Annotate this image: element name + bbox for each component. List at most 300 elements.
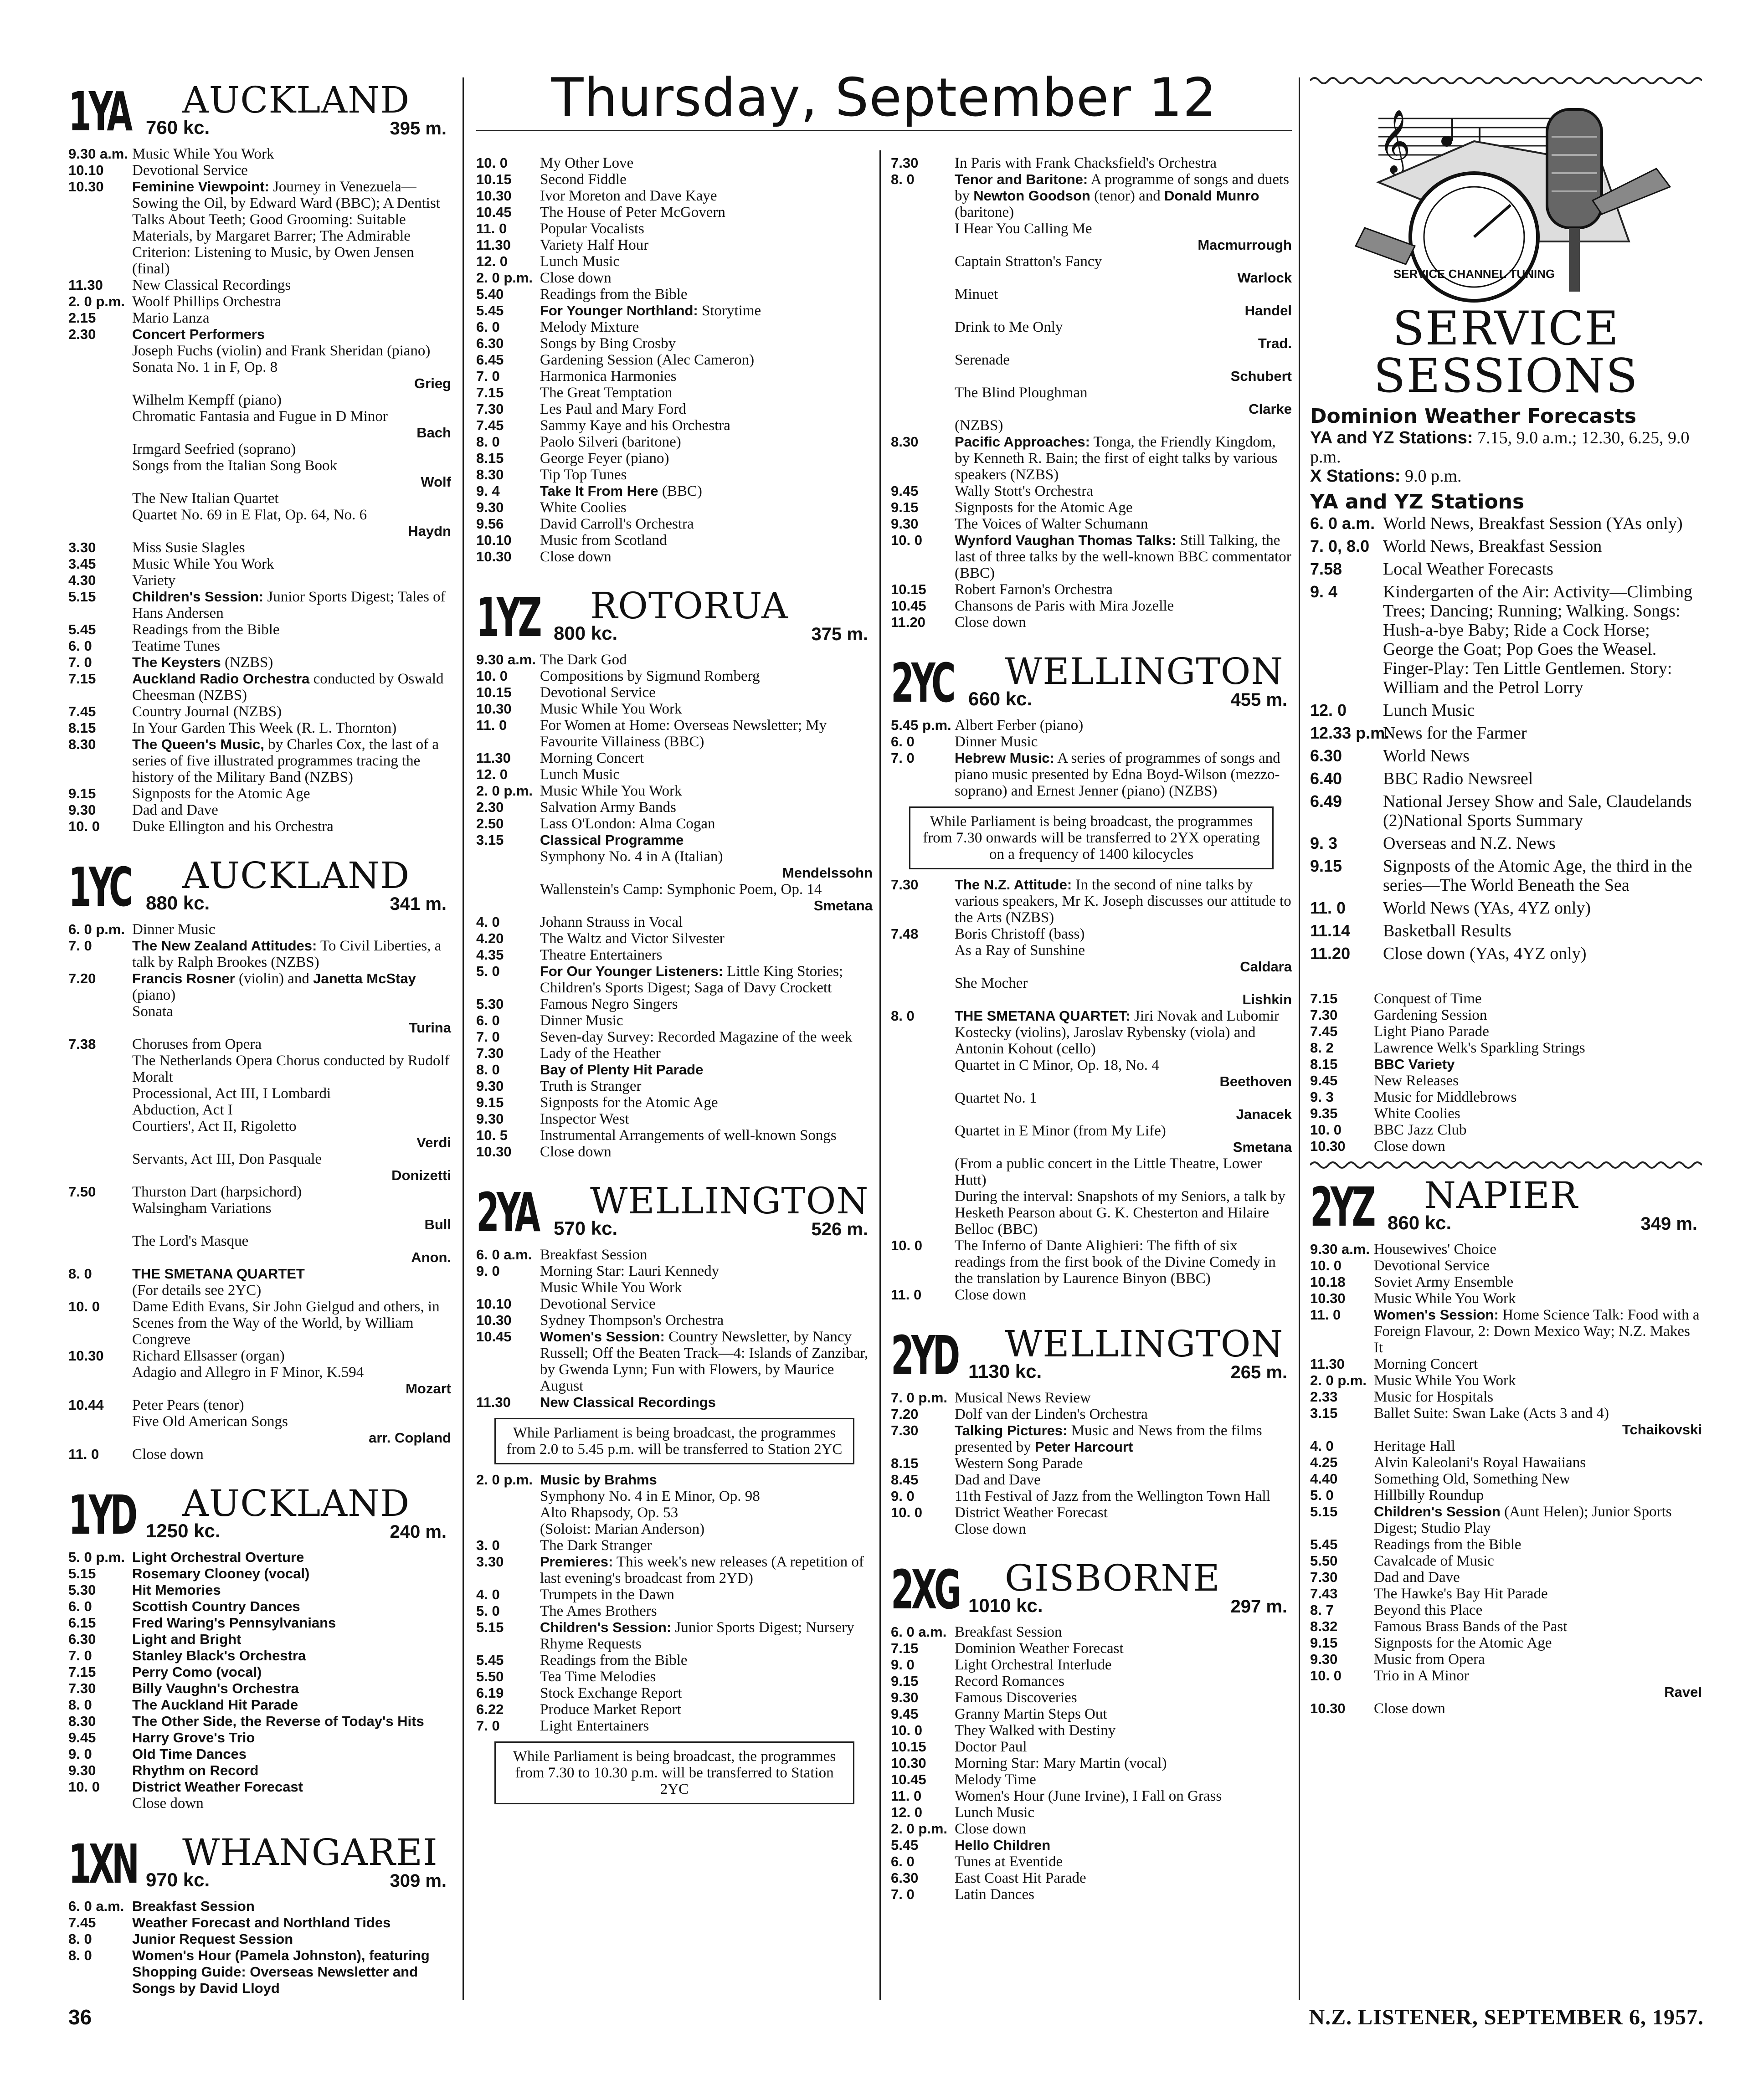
programme-entry xyxy=(476,1127,873,1144)
programme-text: Lunch Music xyxy=(540,253,620,270)
programme-time: 10.15 xyxy=(891,1739,926,1755)
programme-entry xyxy=(476,352,873,368)
programme-text: The Hawke's Bay Hit Parade xyxy=(1374,1586,1548,1602)
programme-entry xyxy=(891,1771,1292,1788)
programme-time: 4. 0 xyxy=(476,1587,500,1602)
programme-time: 7.30 xyxy=(1310,1569,1338,1585)
programme-entry xyxy=(891,532,1292,581)
programme-time: 9.30 xyxy=(476,499,504,515)
publication-line: N.Z. LISTENER, SEPTEMBER 6, 1957. xyxy=(1309,2005,1704,2029)
programme-time: 9. 4 xyxy=(476,483,500,499)
programme-entry xyxy=(476,1263,873,1296)
detail-text: Alto Rhapsody, Op. 53 xyxy=(540,1504,678,1521)
page-title: Thursday, September 12 xyxy=(551,67,1217,128)
programme-entry xyxy=(891,1689,1292,1706)
programme-time: 10. 5 xyxy=(476,1127,508,1143)
programme-text: White Coolies xyxy=(540,499,627,516)
programme-entry xyxy=(891,581,1292,598)
programme-entry xyxy=(1310,792,1702,830)
programme-time: 8.15 xyxy=(476,450,504,466)
programme-entry xyxy=(891,1673,1292,1689)
programme-time: 10.15 xyxy=(476,684,512,700)
programme-text: The Dark God xyxy=(540,652,627,668)
composer-name: Macmurrough xyxy=(1198,237,1292,253)
station-frequency: 1130 kc. xyxy=(968,1361,1042,1382)
programme-entry xyxy=(476,286,873,303)
programme-text: Salvation Army Bands xyxy=(540,799,676,816)
programme-time: 6. 0 xyxy=(891,1854,915,1869)
programme-time: 8. 0 xyxy=(476,1062,500,1078)
programme-detail-line xyxy=(955,1090,1292,1123)
programme-entry xyxy=(68,293,451,310)
programme-time: 8. 0 xyxy=(68,1931,92,1947)
programme-text: Paolo Silveri (baritone) xyxy=(540,434,681,450)
programme-time: 2. 0 p.m. xyxy=(476,1472,533,1488)
programme-text: World News (YAs, 4YZ only) xyxy=(1383,899,1591,918)
programme-title-bold: Women's Session: xyxy=(1374,1307,1499,1323)
programme-time: 8. 0 xyxy=(476,434,500,450)
programme-entry xyxy=(476,1062,873,1078)
programme-time: 8.30 xyxy=(68,736,96,752)
programme-time: 8. 2 xyxy=(1310,1040,1334,1056)
programme-time: 10.15 xyxy=(891,581,926,597)
programme-text: Seven-day Survey: Recorded Magazine of the week xyxy=(540,1029,853,1045)
station-1xn xyxy=(68,1830,451,1997)
programme-time: 6. 0 xyxy=(476,1012,500,1028)
programme-title-bold: Light and Bright xyxy=(132,1631,242,1647)
station-header xyxy=(68,853,451,921)
programme-text: Morning Star: Mary Martin (vocal) xyxy=(955,1755,1167,1771)
programme-time: 6.15 xyxy=(68,1615,96,1631)
microphone-dial-icon xyxy=(1310,91,1702,305)
programme-time: 9.56 xyxy=(476,516,504,532)
programme-time: 9.30 xyxy=(68,1762,96,1778)
programme-entry xyxy=(476,1472,873,1537)
programme-time: 11.30 xyxy=(476,237,511,253)
programme-time: 10.30 xyxy=(476,701,512,717)
programme-entry xyxy=(891,1455,1292,1472)
detail-text: Symphony No. 4 in A (Italian) xyxy=(540,848,723,865)
programme-text: Readings from the Bible xyxy=(132,621,280,638)
programme-entry xyxy=(476,947,873,963)
programme-entry xyxy=(1310,701,1702,720)
programme-text: Produce Market Report xyxy=(540,1701,681,1718)
programme-text: Lady of the Heather xyxy=(540,1045,661,1062)
forecast-heading: Dominion Weather Forecasts xyxy=(1310,405,1636,428)
programme-title-bold: For Our Younger Listeners: xyxy=(540,963,723,979)
programme-time: 6. 0 a.m. xyxy=(476,1247,532,1263)
composer-name: Wolf xyxy=(421,474,451,490)
programme-text: Breakfast Session xyxy=(540,1247,648,1263)
programme-text: Famous Negro Singers xyxy=(540,996,678,1012)
station-2yd xyxy=(891,1321,1292,1537)
programme-time: 10.30 xyxy=(476,1312,512,1328)
programme-time: 7.20 xyxy=(891,1406,919,1422)
programme-entry xyxy=(891,1870,1292,1886)
programme-text: Close down (YAs, 4YZ only) xyxy=(1383,944,1587,963)
programme-time: 9. 4 xyxy=(1310,582,1338,601)
programme-time: 12. 0 xyxy=(476,253,508,269)
programme-detail-line xyxy=(132,1151,451,1184)
programme-entry xyxy=(476,1296,873,1312)
programme-entry xyxy=(1310,582,1702,697)
detail-text: Abduction, Act I xyxy=(132,1102,233,1118)
programme-time: 5. 0 xyxy=(1310,1487,1334,1503)
programme-time: 4.20 xyxy=(476,930,504,946)
programme-time: 6.22 xyxy=(476,1701,504,1717)
programme-entry xyxy=(1310,1389,1702,1405)
programme-time: 10.44 xyxy=(68,1397,104,1413)
programme-entry xyxy=(476,155,873,171)
programme-title-bold: Music by Brahms xyxy=(540,1472,657,1488)
programme-detail-line xyxy=(132,1233,451,1266)
programme-entry xyxy=(476,1312,873,1329)
programme-text: conducted by Oswald Cheesman (NZBS) xyxy=(132,671,444,703)
programme-time: 9.30 xyxy=(891,516,919,532)
programme-time: 5.15 xyxy=(68,1566,96,1581)
programme-entry xyxy=(476,1554,873,1587)
programme-text: Lunch Music xyxy=(1383,701,1475,720)
detail-text: Walsingham Variations xyxy=(132,1200,272,1217)
programme-text: Music for Hospitals xyxy=(1374,1389,1494,1405)
programme-text: In Your Garden This Week (R. L. Thornton) xyxy=(132,720,397,736)
programme-entry xyxy=(1310,1405,1702,1438)
programme-entry xyxy=(891,1237,1292,1287)
programme-time: 10. 0 xyxy=(68,818,100,834)
programme-entry xyxy=(476,832,873,914)
programme-title-bold: Junior Request Session xyxy=(132,1931,293,1947)
programme-entry xyxy=(891,155,1292,171)
programme-time: 9. 3 xyxy=(1310,1089,1334,1105)
programme-entry xyxy=(1310,1487,1702,1504)
programme-entry xyxy=(68,638,451,654)
programme-entry xyxy=(476,1111,873,1127)
programme-title-bold: The N.Z. Attitude: xyxy=(955,877,1072,893)
programme-text: Gardening Session (Alec Cameron) xyxy=(540,352,755,368)
programme-text: Junior Sports Digest; Tales of Hans Andersen xyxy=(132,589,446,621)
programme-text: Famous Brass Bands of the Past xyxy=(1374,1618,1568,1635)
programme-time: 5.45 xyxy=(476,1652,504,1668)
detail-text: Joseph Fuchs (violin) and Frank Sheridan (piano) xyxy=(132,343,431,359)
programme-text: Tunes at Eventide xyxy=(955,1854,1063,1870)
programme-entry xyxy=(1310,1553,1702,1569)
programme-text: Dolf van der Linden's Orchestra xyxy=(955,1406,1148,1422)
programme-time: 6. 0 a.m. xyxy=(68,1898,124,1914)
programme-detail-line xyxy=(955,942,1292,975)
programme-time: 9.30 xyxy=(476,1111,504,1127)
programme-text: Hillbilly Roundup xyxy=(1374,1487,1484,1504)
programme-time: 8.15 xyxy=(68,720,96,736)
programme-text: For Women at Home: Overseas Newsletter; My Favourite Villainess (BBC) xyxy=(540,717,827,750)
programme-entry xyxy=(891,734,1292,750)
programme-text: 11th Festival of Jazz from the Wellington Town Hall xyxy=(955,1488,1270,1504)
programme-time: 8. 0 xyxy=(68,1266,92,1282)
station-name: ROTORUA xyxy=(590,585,788,627)
programme-text: Johann Strauss in Vocal xyxy=(540,914,683,930)
programme-title-bold: Light Orchestral Overture xyxy=(132,1549,304,1565)
programme-text: Devotional Service xyxy=(540,684,656,701)
programme-text: Tip Top Tunes xyxy=(540,467,627,483)
programme-detail-line xyxy=(132,1795,451,1812)
programme-text: New Classical Recordings xyxy=(132,277,291,293)
programme-title-bold: District Weather Forecast xyxy=(132,1779,303,1795)
programme-detail-line xyxy=(540,1488,873,1504)
programme-time: 10.30 xyxy=(476,549,512,565)
programme-entry xyxy=(1310,1536,1702,1553)
programme-text: Dinner Music xyxy=(540,1012,623,1029)
programme-text: (BBC) xyxy=(658,483,702,499)
programme-entry xyxy=(891,1886,1292,1903)
programme-entry xyxy=(1310,1007,1702,1023)
programme-entry xyxy=(891,1739,1292,1755)
station-wavelength: 240 m. xyxy=(390,1522,447,1542)
programme-text: Kindergarten of the Air: Activity—Climbing Trees; Dancing; Running; Walking. Songs: Hush-a-bye Baby; Ride a Cock Horse; George the Goat; Pop Goes the Weasel. Finger-Play: Ten Little Gentlemen. Story: William and the Petrol Lorry xyxy=(1383,582,1692,697)
programme-detail-line xyxy=(132,441,451,457)
programme-entry xyxy=(891,171,1292,434)
programme-time: 9. 0 xyxy=(891,1657,915,1673)
programme-text: This week's new releases (A repetition of last evening's broadcast from 2YD) xyxy=(540,1554,864,1587)
programme-time: 12. 0 xyxy=(1310,701,1347,719)
column-divider-3 xyxy=(1299,77,1300,2000)
composer-name: Mendelssohn xyxy=(782,865,873,881)
programme-time: 6.30 xyxy=(1310,746,1342,765)
programme-text: Journey in Venezuela—Sowing the Oil, by Edward Ward (BBC); A Dentist Talks About Teeth; Good Grooming: Suitable Materials, by Margaret Barrer; The Admirable Criterion: Listening to Music, by Owen Jensen (final) xyxy=(132,179,440,277)
station-name: WELLINGTON xyxy=(590,1180,869,1222)
programme-text: Home Science Talk: Food with a Foreign Flavour, 2: Down Mexico Way; N.Z. Makes It xyxy=(1374,1307,1700,1356)
programme-entry xyxy=(891,1390,1292,1406)
programme-entry xyxy=(1310,1651,1702,1668)
programme-text: Music While You Work xyxy=(540,783,682,799)
programme-entry xyxy=(476,385,873,401)
programme-time: 7.50 xyxy=(68,1184,96,1200)
programme-title-bold: Hebrew Music: xyxy=(955,750,1054,766)
station-header xyxy=(476,583,873,652)
programme-text: Record Romances xyxy=(955,1673,1065,1689)
composer-name: Tchaikovski xyxy=(1622,1422,1702,1438)
programme-entry xyxy=(476,1012,873,1029)
programme-entry xyxy=(68,1036,451,1184)
programme-text: World News, Breakfast Session xyxy=(1383,537,1602,556)
programme-text: Lawrence Welk's Sparkling Strings xyxy=(1374,1040,1585,1056)
programme-text: David Carroll's Orchestra xyxy=(540,516,694,532)
programme-text: Boris Christoff (bass) xyxy=(955,926,1085,942)
column-divider-2 xyxy=(879,150,881,2000)
station-name: NAPIER xyxy=(1424,1174,1578,1217)
programme-text: Morning Concert xyxy=(1374,1356,1478,1372)
programme-entry xyxy=(68,1713,451,1730)
programme-text: Doctor Paul xyxy=(955,1739,1027,1755)
programme-entry xyxy=(68,310,451,326)
station-callsign: 2YZ xyxy=(1310,1176,1373,1238)
programme-text: Signposts for the Atomic Age xyxy=(540,1094,718,1111)
programme-title-bold: Children's Session: xyxy=(540,1619,672,1635)
programme-text: In Paris with Frank Chacksfield's Orchestra xyxy=(955,155,1217,171)
programme-detail-line xyxy=(955,1521,1292,1537)
programme-entry xyxy=(891,1854,1292,1870)
programme-entry xyxy=(1310,1356,1702,1372)
station-header xyxy=(1310,1173,1702,1241)
station-header xyxy=(68,1481,451,1549)
composer-name: Verdi xyxy=(416,1135,451,1150)
detail-text: Sonata xyxy=(132,1003,173,1020)
programme-entry xyxy=(68,179,451,277)
programme-title-bold: Bay of Plenty Hit Parade xyxy=(540,1062,704,1078)
programme-text: Teatime Tunes xyxy=(132,638,220,654)
programme-time: 8.30 xyxy=(476,467,504,483)
detail-text: (Soloist: Marian Anderson) xyxy=(540,1521,705,1537)
programme-time: 7.30 xyxy=(1310,1007,1338,1023)
programme-text: BBC Radio Newsreel xyxy=(1383,769,1533,788)
programme-title-bold: Peter Harcourt xyxy=(1034,1439,1133,1455)
programme-time: 10. 0 xyxy=(476,668,508,684)
station-name: WELLINGTON xyxy=(1005,650,1284,693)
programme-detail-line xyxy=(540,1521,873,1537)
programme-text: Second Fiddle xyxy=(540,171,627,188)
programme-time: 10. 0 xyxy=(891,532,922,548)
programme-entry xyxy=(68,1931,451,1947)
programme-entry xyxy=(476,237,873,253)
programme-text: Western Song Parade xyxy=(955,1455,1083,1472)
programme-text: The Ames Brothers xyxy=(540,1603,657,1619)
programme-title-bold: For Younger Northland: xyxy=(540,303,698,318)
programme-time: 10.30 xyxy=(1310,1700,1346,1716)
detail-text: I Hear You Calling Me xyxy=(955,221,1092,237)
programme-entry xyxy=(68,1762,451,1779)
page-number: 36 xyxy=(68,2005,92,2029)
station-1yd xyxy=(68,1481,451,1812)
programme-text: Overseas and N.Z. News xyxy=(1383,834,1556,853)
programme-text: (violin) and xyxy=(235,970,314,987)
station-name: AUCKLAND xyxy=(182,79,410,121)
programme-time: 3.15 xyxy=(476,832,504,848)
composer-name: Lishkin xyxy=(1242,991,1292,1007)
programme-title-bold: The Other Side, the Reverse of Today's Hits xyxy=(132,1713,424,1729)
programme-title-bold: Perry Como (vocal) xyxy=(132,1664,262,1680)
programme-entry xyxy=(68,1266,451,1299)
detail-text: Chromatic Fantasia and Fugue in D Minor xyxy=(132,408,388,425)
composer-name: Bull xyxy=(424,1217,451,1232)
programme-title-bold: Hello Children xyxy=(955,1837,1051,1853)
programme-entry xyxy=(1310,1569,1702,1586)
detail-text: Adagio and Allegro in F Minor, K.594 xyxy=(132,1364,364,1381)
programme-text: Light Orchestral Interlude xyxy=(955,1657,1112,1673)
programme-time: 7.30 xyxy=(891,1422,919,1438)
programme-entry xyxy=(476,1078,873,1094)
programme-time: 10. 0 xyxy=(891,1722,922,1738)
programme-entry xyxy=(68,539,451,556)
programme-time: 6.30 xyxy=(68,1631,96,1647)
programme-entry xyxy=(1310,724,1702,743)
programme-time: 10.45 xyxy=(891,1771,926,1787)
programme-text: (tenor) and xyxy=(1090,188,1165,204)
programme-text: Dad and Dave xyxy=(132,802,218,818)
detail-text: Quartet in C Minor, Op. 18, No. 4 xyxy=(955,1057,1159,1073)
programme-text: Popular Vocalists xyxy=(540,221,644,237)
programme-entry xyxy=(476,483,873,499)
programme-text: Instrumental Arrangements of well-known Songs xyxy=(540,1127,837,1144)
programme-entry xyxy=(68,1898,451,1915)
detail-text: As a Ray of Sunshine xyxy=(955,942,1085,959)
programme-time: 10.30 xyxy=(1310,1138,1346,1154)
programme-entry xyxy=(1310,1618,1702,1635)
detail-text: Drink to Me Only xyxy=(955,319,1063,335)
programme-entry xyxy=(476,914,873,930)
programme-time: 5.45 xyxy=(68,621,96,637)
programme-time: 7.15 xyxy=(891,1640,919,1656)
detail-text: Quartet in E Minor (from My Life) xyxy=(955,1123,1166,1139)
programme-entry xyxy=(891,1657,1292,1673)
programme-title-bold: Classical Programme xyxy=(540,832,684,848)
station-callsign: 1YD xyxy=(68,1484,135,1546)
programme-entry xyxy=(891,614,1292,631)
programme-detail-line xyxy=(132,408,451,441)
programme-text: Close down xyxy=(1374,1138,1445,1155)
programme-time: 4. 0 xyxy=(476,914,500,930)
programme-text: Close down xyxy=(1374,1700,1445,1717)
programme-text: Alvin Kaleolani's Royal Hawaiians xyxy=(1374,1454,1586,1471)
programme-time: 4.30 xyxy=(68,572,96,588)
programme-detail-line xyxy=(132,1413,451,1446)
programme-entry xyxy=(476,750,873,766)
programme-time: 6. 0 p.m. xyxy=(68,921,125,937)
programme-time: 9. 0 xyxy=(891,1488,915,1504)
programme-title-bold: New Classical Recordings xyxy=(540,1394,716,1410)
programme-time: 8.15 xyxy=(1310,1056,1338,1072)
programme-entry xyxy=(476,1247,873,1263)
parliament-notice: While Parliament is being broadcast, the programmes from 7.30 to 10.30 p.m. will be transferred to Station 2YC xyxy=(494,1741,854,1804)
station-callsign: 2XG xyxy=(891,1558,959,1621)
ya-yz-heading: YA and YZ Stations xyxy=(1310,490,1525,513)
programme-entry xyxy=(476,684,873,701)
composer-name: Trad. xyxy=(1258,335,1292,351)
programme-time: 10. 0 xyxy=(1310,1122,1342,1138)
programme-entry xyxy=(68,1648,451,1664)
composer-name: Schubert xyxy=(1230,368,1292,384)
programme-text: Housewives' Choice xyxy=(1374,1241,1496,1258)
programme-entry xyxy=(476,1094,873,1111)
programme-title-bold: The Queen's Music, xyxy=(132,736,264,752)
programme-time: 2. 0 p.m. xyxy=(476,270,533,286)
programme-time: 5.45 p.m. xyxy=(891,717,951,733)
programme-time: 9.45 xyxy=(891,1706,919,1722)
programme-entry xyxy=(1310,1372,1702,1389)
programme-entry xyxy=(68,1299,451,1348)
programme-entry xyxy=(68,1779,451,1812)
programme-entry xyxy=(476,319,873,335)
programme-time: 2.50 xyxy=(476,816,504,832)
programme-detail-line xyxy=(955,1123,1292,1155)
programme-entry xyxy=(891,1837,1292,1854)
detail-text: The Blind Ploughman xyxy=(955,385,1088,401)
programme-time: 5. 0 p.m. xyxy=(68,1549,125,1565)
programme-title-bold: Hit Memories xyxy=(132,1582,221,1598)
programme-time: 3.45 xyxy=(68,556,96,572)
station-2yz xyxy=(1310,1173,1702,1717)
programme-entry xyxy=(1310,1241,1702,1258)
programme-time: 10.45 xyxy=(891,598,926,614)
programme-time: 10. 0 xyxy=(891,1504,922,1520)
programme-text: Truth is Stranger xyxy=(540,1078,642,1094)
programme-time: 10.45 xyxy=(476,204,512,220)
column-3 xyxy=(891,155,1292,1903)
station-name: AUCKLAND xyxy=(182,1482,410,1525)
programme-time: 11.30 xyxy=(476,750,511,766)
programme-text: Peter Pears (tenor) xyxy=(132,1397,244,1413)
programme-time: 10.30 xyxy=(891,1755,926,1771)
composer-name: arr. Copland xyxy=(369,1430,451,1446)
programme-entry xyxy=(1310,1438,1702,1454)
programme-time: 8.30 xyxy=(891,434,919,450)
